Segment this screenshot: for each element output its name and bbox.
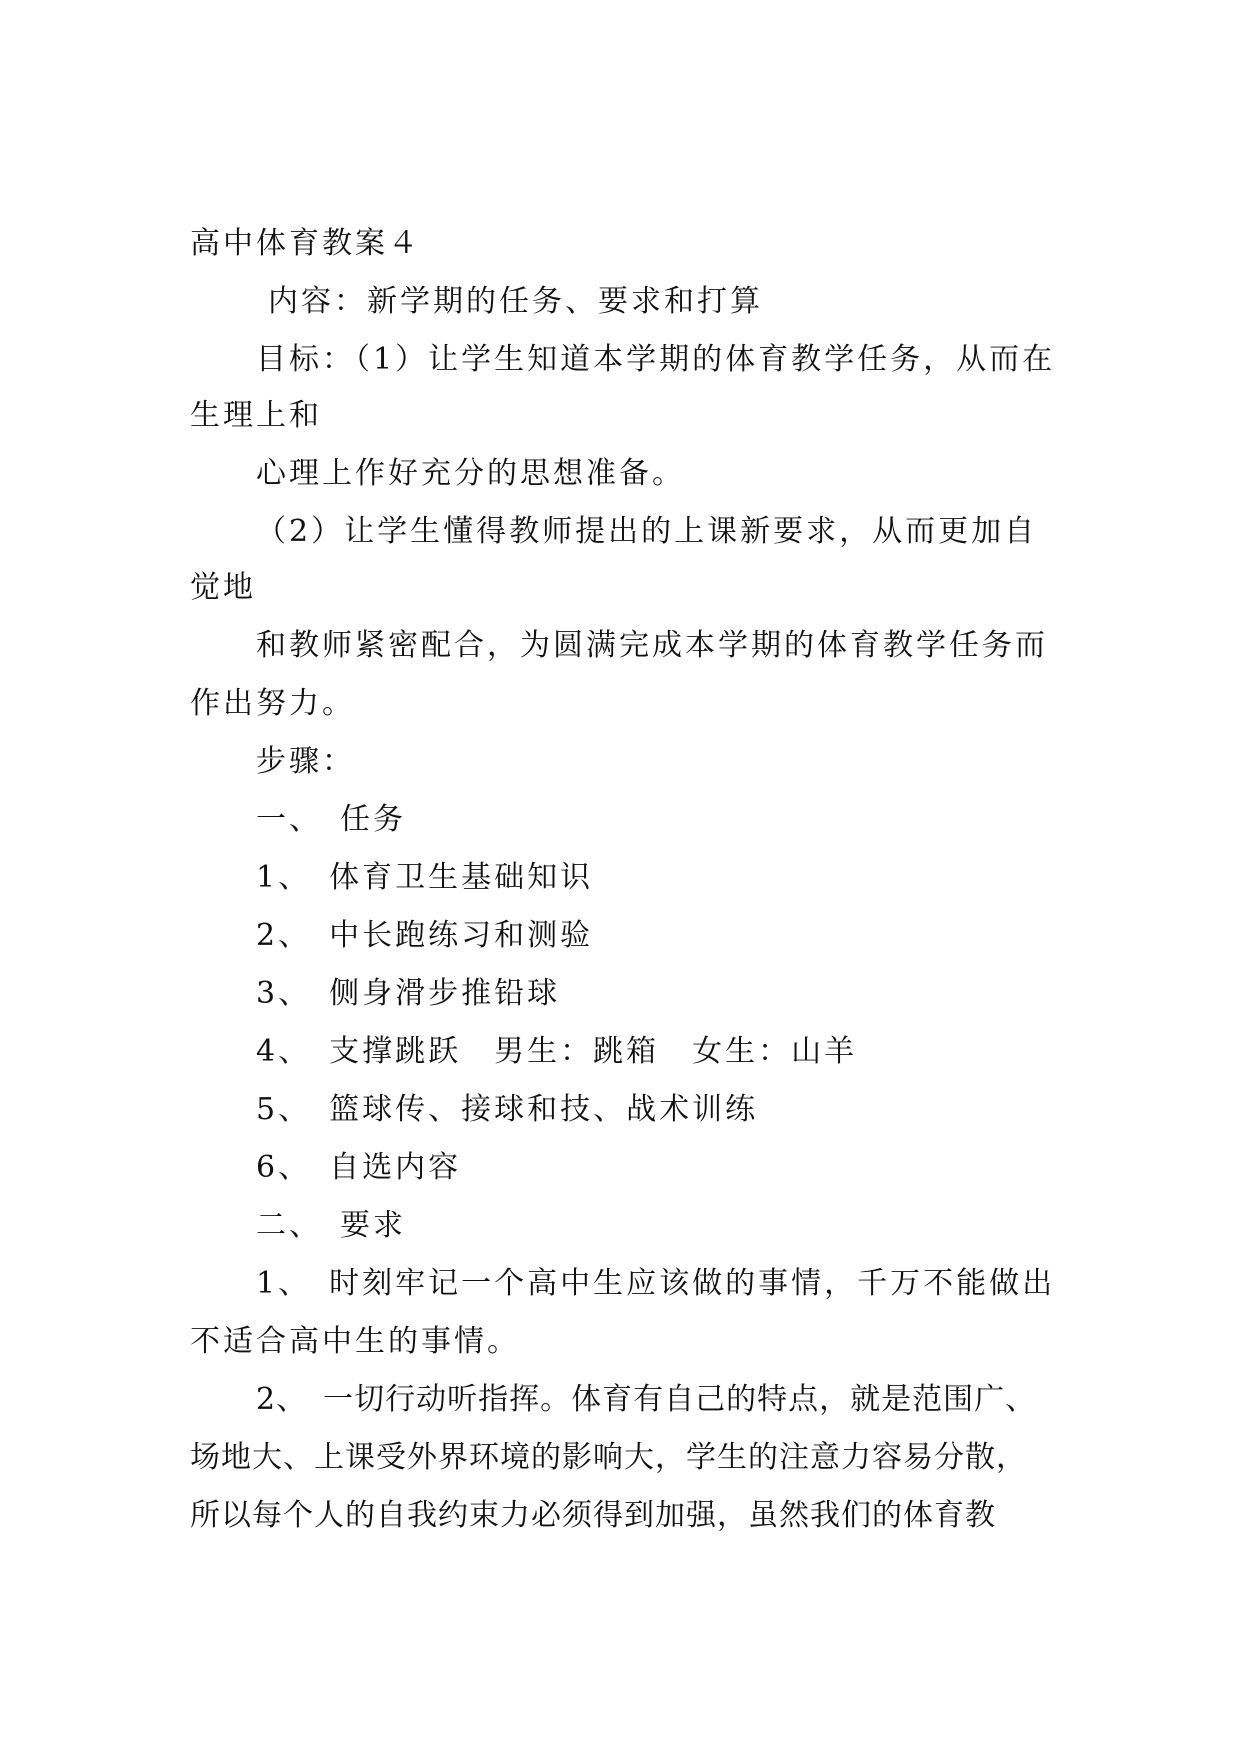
list-item: 5、 篮球传、接球和技、战术训练 (256, 1092, 759, 1127)
objective-2-line-wrap: 觉地 (190, 570, 256, 605)
objective-line: 目标：（1）让学生知道本学期的体育教学任务，从而在 (256, 342, 1056, 377)
section-heading-requirements: 二、 要求 (256, 1208, 406, 1243)
objective-2-line-cont: 和教师紧密配合，为圆满完成本学期的体育教学任务而 (256, 628, 1048, 663)
list-item: 1、 体育卫生基础知识 (256, 860, 594, 895)
objective-line-wrap: 生理上和 (190, 398, 322, 433)
requirement-line-wrap: 不适合高中生的事情。 (190, 1324, 520, 1359)
content-line: 内容：新学期的任务、要求和打算 (268, 284, 763, 319)
requirement-line-wrap: 场地大、上课受外界环境的影响大，学生的注意力容易分散， (190, 1440, 1027, 1475)
requirement-line: 2、 一切行动听指挥。体育有自己的特点，就是范围广、 (256, 1382, 1037, 1417)
document-title: 高中体育教案４ (190, 226, 421, 261)
list-item: 6、 自选内容 (256, 1150, 462, 1185)
section-heading-tasks: 一、 任务 (256, 802, 406, 837)
objective-2-line: （2）让学生懂得教师提出的上课新要求，从而更加自 (256, 514, 1038, 549)
requirement-line: 1、 时刻牢记一个高中生应该做的事情，千万不能做出 (256, 1266, 1056, 1301)
objective-2-line-end: 作出努力。 (190, 686, 355, 721)
list-item: 2、 中长跑练习和测验 (256, 918, 594, 953)
objective-line-cont: 心理上作好充分的思想准备。 (256, 456, 685, 491)
list-item: 4、 支撑跳跃 男生：跳箱 女生：山羊 (256, 1034, 858, 1069)
requirement-line-wrap: 所以每个人的自我约束力必须得到加强，虽然我们的体育教 (190, 1498, 996, 1533)
steps-heading: 步骤： (256, 744, 355, 779)
list-item: 3、 侧身滑步推铅球 (256, 976, 561, 1011)
